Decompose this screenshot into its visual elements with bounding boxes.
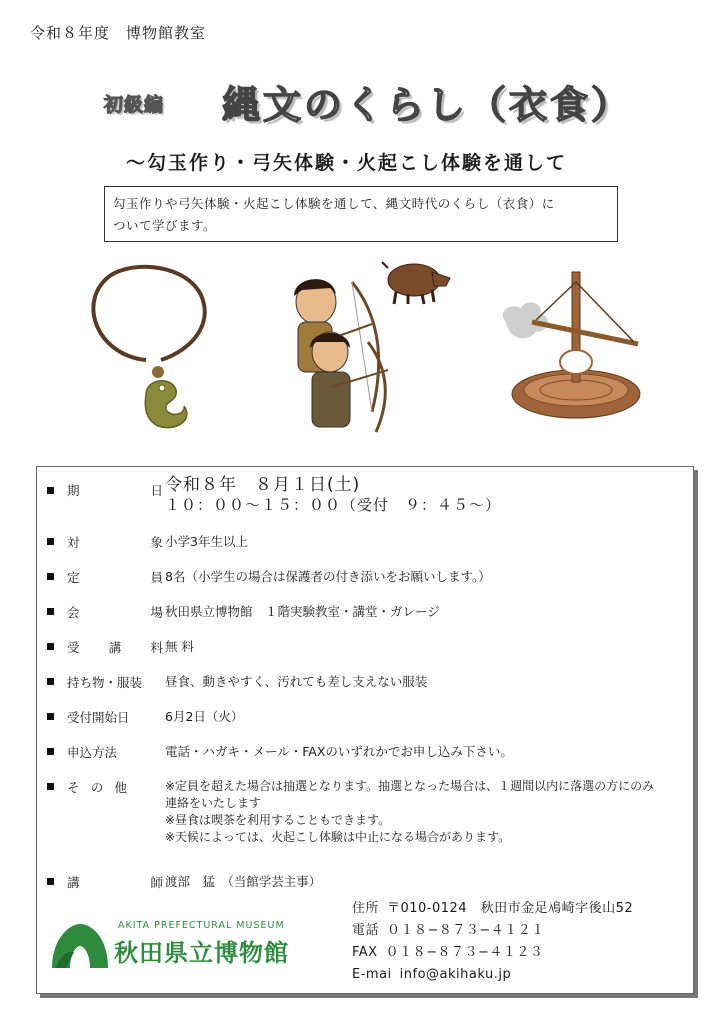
- bullet-icon: [47, 748, 54, 755]
- belongings-value: 昼食、動きやすく、汚れても差し支えない服装: [165, 674, 428, 689]
- venue-value: 秋田県立博物館 １階実験教室・講堂・ガレージ: [165, 604, 440, 619]
- bullet-icon: [47, 878, 54, 885]
- venue-label: 会 場: [67, 605, 163, 620]
- description-box: [104, 186, 618, 242]
- bullet-icon: [47, 783, 54, 790]
- belongings-label: 持ち物・服装: [67, 675, 143, 690]
- apply-value: 電話・ハガキ・メール・FAXのいずれかでお申し込み下さい。: [165, 744, 513, 759]
- target-label: 対 象: [67, 535, 163, 550]
- apply-label: 申込方法: [67, 745, 118, 760]
- bullet-icon: [47, 713, 54, 720]
- fee-value: 無 料: [165, 639, 194, 654]
- magatama-necklace-illustration: [76, 260, 216, 430]
- page-title: 縄文のくらし（衣食）: [222, 83, 633, 127]
- logo-japanese-name: 秋田県立博物館: [114, 939, 289, 967]
- bullet-icon: [47, 538, 54, 545]
- start-value: 6月2日（火）: [165, 709, 244, 724]
- course-level: 初級編: [104, 94, 165, 116]
- museum-logo-icon: [50, 920, 110, 970]
- bullet-icon: [47, 678, 54, 685]
- contact-info: [352, 898, 633, 986]
- fire-drill-illustration: [496, 262, 656, 430]
- description-line-1: 勾玉作りや弓矢体験・火起こし体験を通して、縄文時代のくらし（衣食）に: [113, 196, 555, 211]
- capacity-value: 8名（小学生の場合は保護者の付き添いをお願いします。）: [165, 569, 491, 584]
- event-date: 令和８年 ８月１日(土): [165, 475, 361, 495]
- fax-label: FAX: [352, 945, 378, 960]
- email-label: E-mai: [352, 967, 392, 982]
- fax-value: ０１８−８７３−４１２３: [385, 945, 544, 960]
- lecturer-label: 講 師: [67, 875, 163, 890]
- museum-logo: [50, 920, 320, 970]
- bullet-icon: [47, 573, 54, 580]
- start-label: 受付開始日: [67, 710, 130, 725]
- tel-label: 電話: [352, 923, 380, 938]
- logo-english-name: AKITA PREFECTURAL MUSEUM: [118, 920, 285, 931]
- program-year-label: 令和８年度 博物館教室: [30, 24, 207, 42]
- lecturer-value: 渡部 猛 （当館学芸主事）: [165, 874, 322, 889]
- target-value: 小学3年生以上: [165, 534, 248, 549]
- address-label: 住所: [352, 901, 380, 916]
- other-label: そ の 他: [67, 780, 127, 795]
- date-label: 期 日: [67, 483, 163, 498]
- capacity-label: 定 員: [67, 570, 163, 585]
- page-subtitle: 〜勾玉作り・弓矢体験・火起こし体験を通して: [126, 152, 568, 174]
- other-note-4: ※天候によっては、火起こし体験は中止になる場合があります。: [165, 830, 511, 844]
- email-link[interactable]: info@akihaku.jp: [399, 967, 512, 982]
- address-value: 〒010-0124 秋田市金足鳰崎字後山52: [387, 901, 634, 916]
- other-note-2: 連絡をいたします: [165, 796, 262, 810]
- wild-boar-illustration: [380, 254, 454, 306]
- tel-value: ０１８−８７３−４１２１: [387, 923, 545, 938]
- bullet-icon: [47, 643, 54, 650]
- other-note-3: ※昼食は喫茶を利用することもできます。: [165, 813, 391, 827]
- description-line-2: ついて学びます。: [113, 218, 217, 233]
- fee-label: 受 講 料: [67, 640, 163, 655]
- other-note-1: ※定員を超えた場合は抽選となります。抽選となった場合は、１週間以内に落選の方にのみ: [165, 779, 655, 793]
- bullet-icon: [47, 608, 54, 615]
- bullet-icon: [47, 487, 54, 494]
- event-time: １０：００〜１５：００（受付 ９：４５〜）: [165, 496, 502, 514]
